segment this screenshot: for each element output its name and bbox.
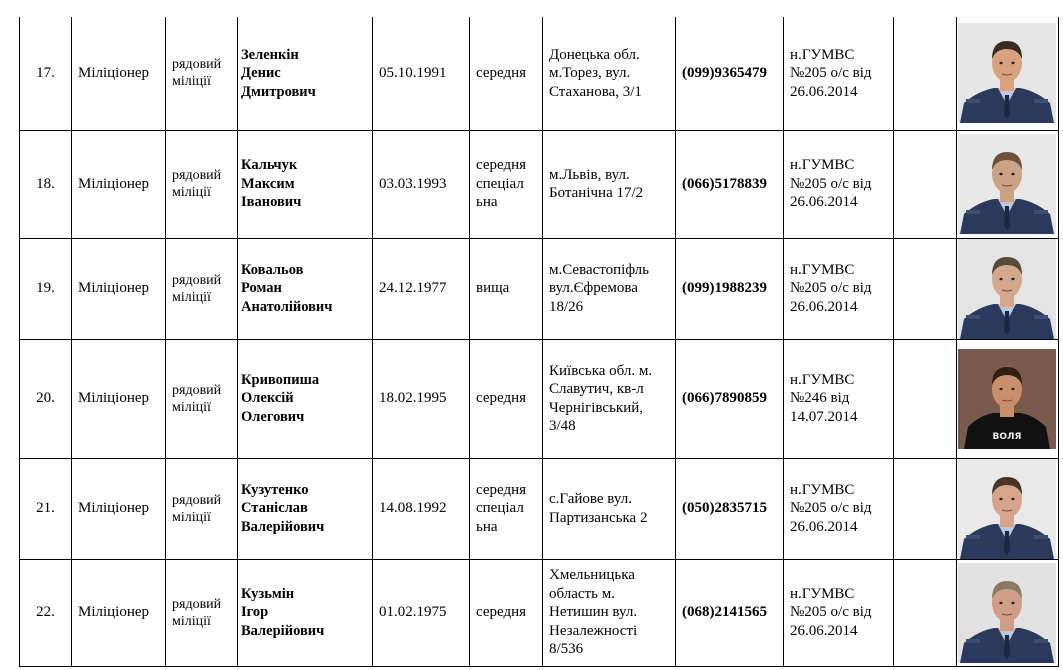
rank-line: рядовий (172, 168, 222, 183)
education-line: ьна (476, 518, 498, 535)
address-line: Київська обл. м. (549, 362, 653, 379)
address-line: область м. (549, 585, 615, 602)
education-cell (470, 130, 543, 238)
full-name-cell (238, 458, 373, 559)
address-line: вул.Єфремова (549, 280, 638, 297)
address-line: Хмельницька (549, 567, 635, 584)
address-cell (543, 339, 676, 458)
order-line: №246 від (790, 390, 850, 407)
position-cell: Міліціонер (72, 17, 166, 130)
order-cell (784, 130, 894, 238)
address-line: с.Гайове вул. (549, 491, 632, 507)
name-line: Денис (241, 65, 281, 81)
name-line: Кузьмін (241, 585, 295, 602)
rank-line: рядовий (172, 492, 222, 508)
rank-line: міліції (172, 613, 211, 629)
photo-frame (958, 563, 1056, 663)
table-body (20, 17, 1059, 666)
address-cell (543, 238, 676, 339)
address-line: 8/536 (549, 641, 584, 658)
empty-cell (894, 339, 957, 458)
photo-frame (958, 134, 1056, 234)
name-line: Максим (241, 175, 295, 192)
phone-cell: (099)1988239 (676, 238, 784, 339)
education-line: вища (476, 280, 510, 297)
rank-line: міліції (172, 399, 211, 415)
education-cell (470, 559, 543, 666)
address-line: Чернігівський, (549, 399, 644, 416)
portrait-photo (958, 23, 1056, 123)
education-cell (470, 17, 543, 130)
birth-date-cell: 24.12.1977 (373, 238, 470, 339)
address-line: Славутич, кв-л (549, 381, 644, 397)
address-line: м.Торез, вул. (549, 65, 631, 81)
address-line: Партизанська 2 (549, 509, 648, 526)
order-line: н.ГУМВС (790, 261, 855, 278)
name-line: Ігор (241, 604, 269, 621)
name-line: Іванович (241, 194, 302, 211)
education-line: середня (476, 481, 527, 498)
photo-cell (957, 339, 1059, 458)
birth-date-cell: 14.08.1992 (373, 458, 470, 559)
table-row (20, 238, 1059, 339)
order-line: н.ГУМВС (790, 46, 855, 63)
name-line: Валерійович (241, 518, 325, 535)
full-name-cell (238, 17, 373, 130)
order-line: №205 о/с від (790, 500, 872, 517)
rank-line: рядовий (172, 57, 222, 73)
name-line: Олегович (241, 408, 305, 425)
order-line: №205 о/с від (790, 175, 872, 192)
phone-cell: (099)9365479 (676, 17, 784, 130)
name-line: Кривопиша (241, 371, 320, 388)
order-cell (784, 339, 894, 458)
address-cell (543, 130, 676, 238)
row-number: 18. (20, 130, 72, 238)
education-line: спеціал (476, 175, 524, 192)
empty-cell (894, 458, 957, 559)
full-name-cell (238, 238, 373, 339)
rank-cell (166, 458, 238, 559)
portrait-photo (958, 349, 1056, 449)
photo-cell (957, 458, 1059, 559)
portrait-photo (958, 134, 1056, 234)
photo-frame (958, 459, 1056, 559)
education-line: середня (476, 604, 527, 621)
row-number: 20. (20, 339, 72, 458)
portrait-photo (958, 563, 1056, 663)
full-name-cell (238, 339, 373, 458)
rank-cell (166, 238, 238, 339)
order-line: н.ГУМВС (790, 585, 855, 602)
position-cell: Міліціонер (72, 238, 166, 339)
phone-cell: (066)7890859 (676, 339, 784, 458)
position-cell: Міліціонер (72, 559, 166, 666)
name-line: Кальчук (241, 157, 298, 174)
birth-date-cell: 01.02.1975 (373, 559, 470, 666)
rank-line: міліції (172, 185, 211, 200)
order-line: 26.06.2014 (790, 194, 858, 211)
order-cell (784, 238, 894, 339)
photo-cell (957, 559, 1059, 666)
position-cell: Міліціонер (72, 458, 166, 559)
address-line: Стаханова, 3/1 (549, 83, 642, 100)
address-line: Незалежності (549, 622, 638, 639)
order-cell (784, 559, 894, 666)
table-row (20, 559, 1059, 666)
rank-line: рядовий (172, 596, 222, 612)
address-cell (543, 17, 676, 130)
row-number: 17. (20, 17, 72, 130)
table-row (20, 130, 1059, 238)
address-line: Нетишин вул. (549, 604, 638, 621)
order-line: 26.06.2014 (790, 518, 858, 535)
name-line: Ковальов (241, 261, 304, 278)
photo-frame (958, 239, 1056, 339)
rank-line: рядовий (172, 272, 222, 288)
birth-date-cell: 18.02.1995 (373, 339, 470, 458)
address-line: м.Львів, вул. (549, 166, 630, 183)
order-line: н.ГУМВС (790, 157, 855, 174)
education-line: середня (476, 390, 527, 407)
address-line: Ботанічна 17/2 (549, 185, 644, 201)
empty-cell (894, 17, 957, 130)
address-line: 18/26 (549, 298, 584, 315)
address-line: 3/48 (549, 418, 576, 434)
order-line: №205 о/с від (790, 604, 872, 621)
photo-frame (958, 23, 1056, 123)
order-line: 26.06.2014 (790, 298, 858, 315)
order-line: н.ГУМВС (790, 481, 855, 498)
position-cell: Міліціонер (72, 339, 166, 458)
education-line: ьна (476, 194, 498, 211)
order-line: н.ГУМВС (790, 371, 855, 388)
order-cell (784, 458, 894, 559)
order-line: 26.06.2014 (790, 622, 858, 639)
table-row (20, 339, 1059, 458)
phone-cell: (068)2141565 (676, 559, 784, 666)
row-number: 22. (20, 559, 72, 666)
rank-cell (166, 339, 238, 458)
shirt-text: ВОЛЯ (992, 431, 1022, 442)
rank-cell (166, 17, 238, 130)
name-line: Анатолійович (241, 298, 333, 315)
address-cell (543, 559, 676, 666)
empty-cell (894, 238, 957, 339)
table-row (20, 17, 1059, 130)
name-line: Зеленкін (241, 46, 299, 63)
order-line: 14.07.2014 (790, 408, 858, 425)
empty-cell (894, 130, 957, 238)
address-line: м.Севастопіфль (549, 261, 650, 278)
address-cell (543, 458, 676, 559)
personnel-table (19, 17, 1059, 667)
empty-cell (894, 559, 957, 666)
rank-cell (166, 130, 238, 238)
education-line: спеціал (476, 500, 524, 517)
photo-cell (957, 130, 1059, 238)
position-cell: Міліціонер (72, 130, 166, 238)
education-cell (470, 238, 543, 339)
table-row (20, 458, 1059, 559)
rank-line: міліції (172, 509, 211, 525)
photo-frame (958, 349, 1056, 449)
birth-date-cell: 03.03.1993 (373, 130, 470, 238)
order-cell (784, 17, 894, 130)
name-line: Валерійович (241, 622, 325, 639)
education-cell (470, 339, 543, 458)
phone-cell: (050)2835715 (676, 458, 784, 559)
address-line: Донецька обл. (549, 46, 640, 63)
order-line: №205 о/с від (790, 65, 872, 81)
education-line: середня (476, 65, 527, 81)
photo-cell (957, 17, 1059, 130)
row-number: 19. (20, 238, 72, 339)
portrait-photo (958, 239, 1056, 339)
row-number: 21. (20, 458, 72, 559)
phone-cell: (066)5178839 (676, 130, 784, 238)
order-line: №205 о/с від (790, 280, 872, 297)
education-line: середня (476, 157, 527, 174)
rank-cell (166, 559, 238, 666)
portrait-photo (958, 459, 1056, 559)
rank-line: міліції (172, 74, 211, 90)
photo-cell (957, 238, 1059, 339)
name-line: Роман (241, 280, 282, 297)
rank-line: рядовий (172, 382, 222, 398)
name-line: Дмитрович (241, 83, 316, 100)
name-line: Олексій (241, 390, 294, 407)
name-line: Станіслав (241, 500, 308, 517)
birth-date-cell: 05.10.1991 (373, 17, 470, 130)
full-name-cell (238, 130, 373, 238)
rank-line: міліції (172, 289, 211, 305)
order-line: 26.06.2014 (790, 83, 858, 100)
name-line: Кузутенко (241, 481, 309, 498)
full-name-cell (238, 559, 373, 666)
education-cell (470, 458, 543, 559)
